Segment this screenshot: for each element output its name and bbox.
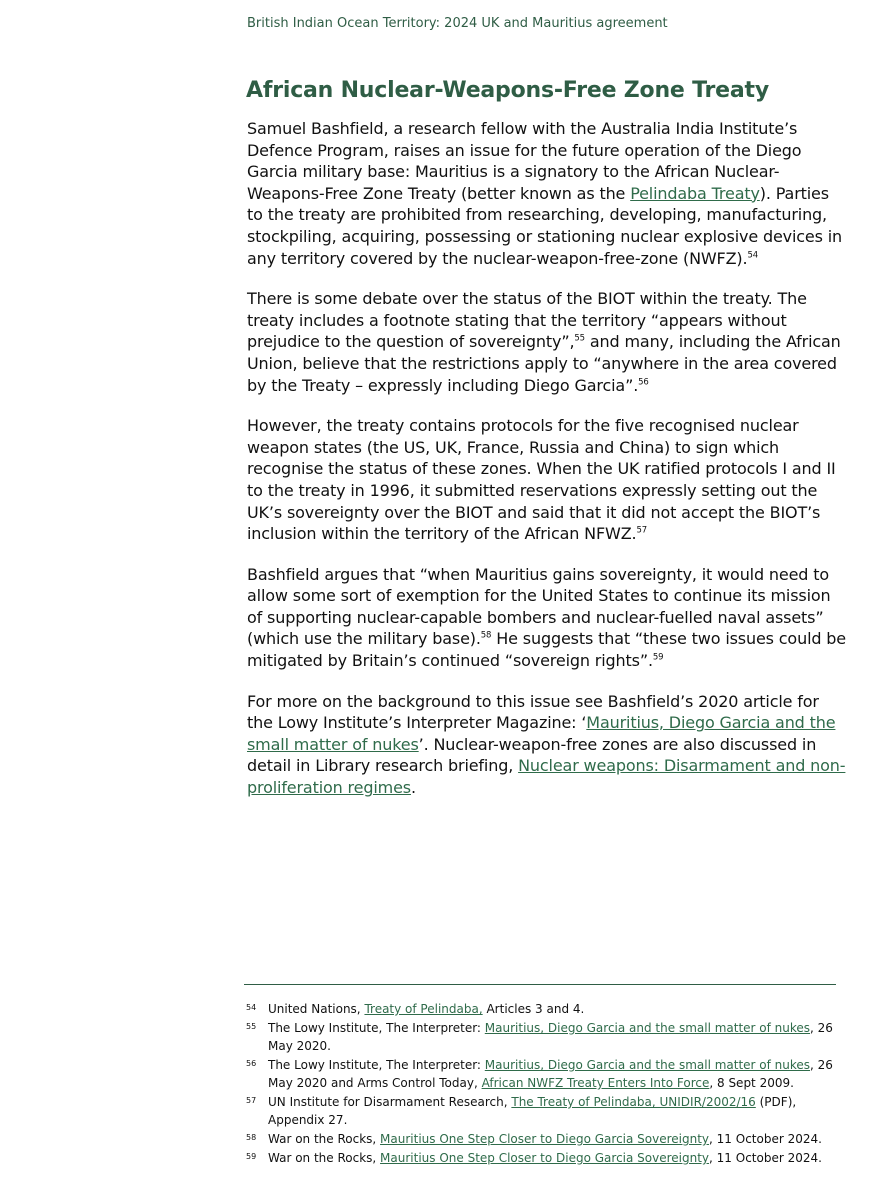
paragraph-text: ’. Nuclear-weapon-free zones are also discussed in detail in Library research briefing, xyxy=(247,734,817,776)
paragraph-text: There is some debate over the status of the BIOT within the treaty. The treaty includes a footnote stating that the territory “appears without prejudice to the question of sovereignty”, xyxy=(247,289,807,352)
paragraph-text: Samuel Bashfield, a research fellow with the Australia India Institute’s Defence Program, raises an issue for the future operation of the Diego Garcia military base: Mauritius is a signatory to the African Nuclear-Weapons-Free Zone Treaty (better known as the xyxy=(247,119,802,203)
paragraph-text: However, the treaty contains protocols for the five recognised nuclear weapon states (the US, UK, France, Russia and China) to sign which recognise the status of these zones. When the UK ratified protocols I and II to the treaty in 1996, it submitted reservations expressly setting out the UK’s sovereignty over the BIOT and said that it did not accept the BIOT’s inclusion within the territory of the African NFWZ. xyxy=(247,416,836,544)
footnote-text: , 11 October 2024. xyxy=(709,1151,822,1165)
footnote-number: 58 xyxy=(246,1133,257,1142)
footnotes xyxy=(246,1000,836,1168)
footnote-ref-56[interactable]: 56 xyxy=(638,377,649,388)
footnote-link[interactable]: Mauritius One Step Closer to Diego Garcia Sovereignty xyxy=(380,1132,710,1146)
paragraph-further-reading xyxy=(247,691,847,799)
paragraph-text: Bashfield argues that “when Mauritius gains sovereignty, it would need to allow some sort of exemption for the United States to continue its mission of supporting nuclear-capable bombers and nuclear-fuelled naval assets” (which use the military base). xyxy=(247,564,831,649)
footnote-divider xyxy=(244,984,836,985)
body-text xyxy=(247,118,847,818)
paragraph-biot-status xyxy=(247,288,847,396)
footnote-number: 59 xyxy=(246,1152,257,1161)
footnote-text: UN Institute for Disarmament Research, xyxy=(268,1095,512,1109)
footnote-link[interactable]: The Treaty of Pelindaba, UNIDIR/2002/16 xyxy=(511,1095,756,1109)
footnote-56 xyxy=(246,1056,836,1092)
footnote-text: (PDF), Appendix 27. xyxy=(268,1095,797,1127)
paragraph-text: For more on the background to this issue see Bashfield’s 2020 article for the Lowy Institute’s Interpreter Magazine: ‘ xyxy=(247,691,819,733)
footnote-text: , 26 May 2020 and Arms Control Today, xyxy=(268,1058,833,1090)
footnote-ref-57[interactable]: 57 xyxy=(636,525,647,536)
footnote-text: The Lowy Institute, The Interpreter: xyxy=(268,1058,485,1072)
footnote-58 xyxy=(246,1130,836,1148)
paragraph-text: and many, including the African Union, believe that the restrictions apply to “anywhere in the area covered by the Treaty – expressly including Diego Garcia”. xyxy=(247,332,841,395)
footnote-text: War on the Rocks, xyxy=(268,1151,381,1165)
pelindaba-treaty-link[interactable]: Pelindaba Treaty xyxy=(630,183,760,203)
footnote-text: Articles 3 and 4. xyxy=(482,1002,585,1016)
running-header: British Indian Ocean Territory: 2024 UK and Mauritius agreement xyxy=(247,16,668,31)
footnote-55 xyxy=(246,1019,836,1055)
footnote-ref-55[interactable]: 55 xyxy=(574,334,585,345)
nuclear-weapons-briefing-link[interactable]: Nuclear weapons: Disarmament and non-proliferation regimes xyxy=(247,756,846,798)
footnote-number: 54 xyxy=(246,1003,257,1012)
footnote-text: United Nations, xyxy=(268,1002,365,1016)
section-title: African Nuclear-Weapons-Free Zone Treaty xyxy=(246,78,769,103)
footnote-link[interactable]: Mauritius, Diego Garcia and the small matter of nukes xyxy=(484,1058,811,1072)
paragraph-text: He suggests that “these two issues could be mitigated by Britain’s continued “sovereign rights”. xyxy=(247,629,847,671)
footnote-ref-59[interactable]: 59 xyxy=(652,652,664,663)
footnote-54 xyxy=(246,1000,836,1018)
footnote-text: War on the Rocks, xyxy=(268,1132,381,1146)
mauritius-nukes-article-link[interactable]: Mauritius, Diego Garcia and the small matter of nukes xyxy=(247,713,836,754)
footnote-number: 56 xyxy=(246,1059,257,1068)
footnote-text: , 11 October 2024. xyxy=(709,1132,822,1146)
footnote-link[interactable]: Mauritius, Diego Garcia and the small matter of nukes xyxy=(484,1021,811,1035)
paragraph-text: . xyxy=(410,778,416,798)
footnote-number: 55 xyxy=(246,1022,257,1031)
paragraph-bashfield-argues xyxy=(247,564,847,672)
paragraph-text: ). Parties to the treaty are prohibited from researching, developing, manufacturing, stockpiling, acquiring, possessing or stationing nuclear explosive devices in any territory covered by the nuclear-weapon-free-zone (NWFZ). xyxy=(247,183,843,268)
footnote-text: The Lowy Institute, The Interpreter: xyxy=(268,1021,485,1035)
footnote-link[interactable]: Mauritius One Step Closer to Diego Garcia Sovereignty xyxy=(380,1151,710,1165)
footnote-number: 57 xyxy=(246,1096,257,1105)
footnote-ref-58[interactable]: 58 xyxy=(480,631,492,642)
footnote-text: , 26 May 2020. xyxy=(268,1021,833,1053)
paragraph-pelindaba xyxy=(247,118,847,269)
footnote-text: , 8 Sept 2009. xyxy=(709,1076,794,1090)
footnote-57 xyxy=(246,1093,836,1129)
footnote-link[interactable]: Treaty of Pelindaba, xyxy=(364,1002,483,1016)
footnote-ref-54[interactable]: 54 xyxy=(747,250,758,261)
paragraph-protocols xyxy=(247,415,847,545)
footnote-59 xyxy=(246,1149,836,1167)
footnote-link[interactable]: African NWFZ Treaty Enters Into Force xyxy=(481,1076,710,1090)
